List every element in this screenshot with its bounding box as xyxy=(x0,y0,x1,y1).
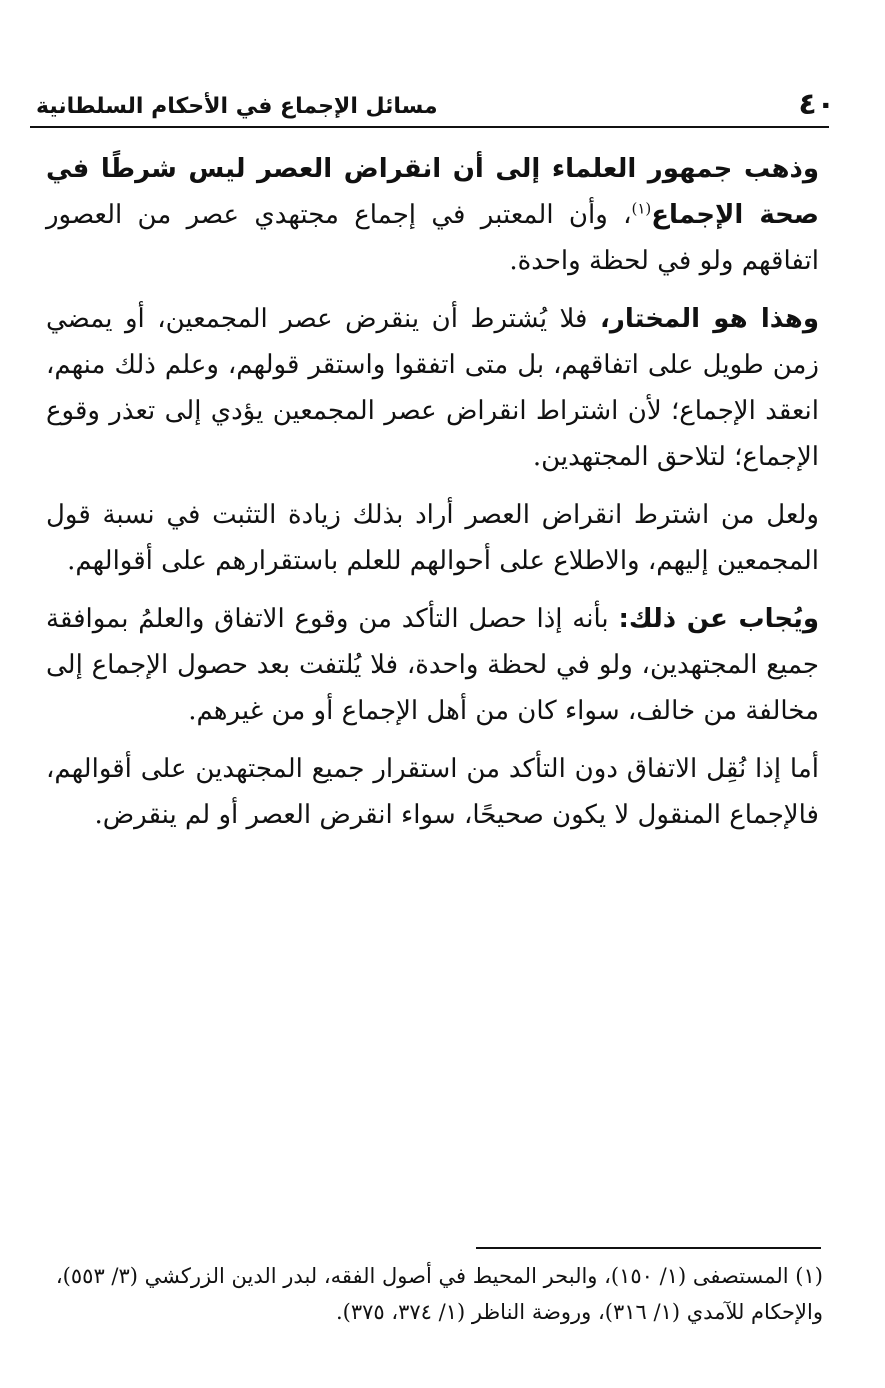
paragraph-4 xyxy=(46,596,819,734)
paragraph-1-bold: وذهب جمهور العلماء إلى أن انقراض العصر ليس شرطًا في صحة الإجماع xyxy=(46,154,819,230)
footnote-reference[interactable]: (١) xyxy=(631,199,652,218)
paragraph-5: أما إذا نُقِل الاتفاق دون التأكد من استقرار جميع المجتهدين على أقوالهم، فالإجماع المنقول لا يكون صحيحًا، سواء انقرض العصر أو لم ينقرض. xyxy=(46,754,820,830)
paragraph-2 xyxy=(46,296,819,480)
footnote-line-1: (١) المستصفى (١/ ١٥٠)، والبحر المحيط في أصول الفقه، لبدر الدين الزركشي (٣/ ٥٥٣)، xyxy=(55,1264,823,1288)
paragraph-2-text: فلا يُشترط أن ينقرض عصر المجمعين، أو يمضي زمن طويل على اتفاقهم، بل متى اتفقوا واستقر قولهم، وعلم ذلك منهم، انعقد الإجماع؛ لأن اشتراط انقراض عصر المجمعين يؤدي إلى تعذر وقوع الإجماع؛ لتلاحق المجتهدين. xyxy=(46,304,819,472)
page-number: ٤٠ xyxy=(798,87,835,122)
paragraph-3: ولعل من اشترط انقراض العصر أراد بذلك زيادة التثبت في نسبة قول المجمعين إليهم، والاطلاع على أحوالهم للعلم باستقرارهم على أقوالهم. xyxy=(46,500,819,576)
paragraph-2-bold: وهذا هو المختار، xyxy=(599,304,819,334)
footnote-line-2: والإحكام للآمدي (١/ ٣١٦)، وروضة الناظر (١/ ٣٧٤، ٣٧٥). xyxy=(335,1300,823,1324)
page-header xyxy=(36,78,835,122)
main-text xyxy=(46,146,819,850)
paragraph-1 xyxy=(46,146,819,284)
footnote-rule xyxy=(476,1247,821,1249)
paragraph-1-text: ، وأن المعتبر في إجماع مجتهدي عصر من العصور اتفاقهم ولو في لحظة واحدة. xyxy=(46,200,819,276)
paragraph-4-bold: ويُجاب عن ذلك: xyxy=(618,604,819,634)
running-title: مسائل الإجماع في الأحكام السلطانية xyxy=(36,94,438,119)
header-rule xyxy=(30,126,829,128)
footnotes xyxy=(52,1258,823,1330)
paragraph-4-text: بأنه إذا حصل التأكد من وقوع الاتفاق والعلمُ بموافقة جميع المجتهدين، ولو في لحظة واحدة، فلا يُلتفت بعد حصول الإجماع إلى مخالفة من خالف، سواء كان من أهل الإجماع أو من غيرهم. xyxy=(46,604,819,726)
